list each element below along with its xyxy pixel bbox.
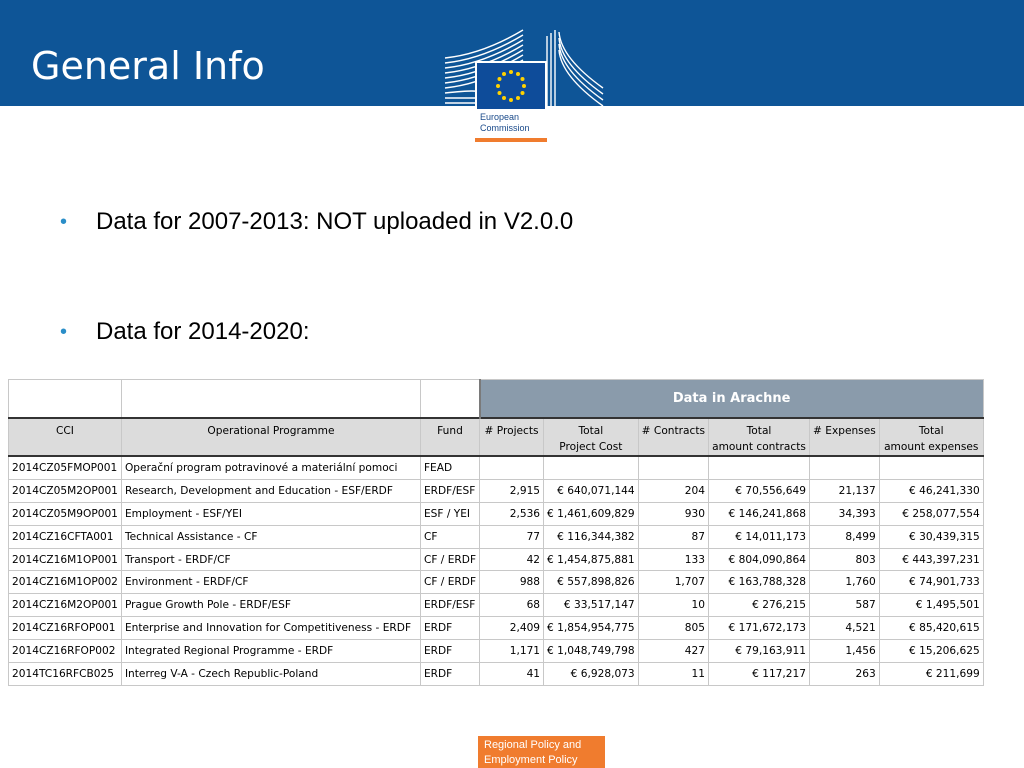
cell-cost: € 1,854,954,775 — [544, 617, 639, 640]
cell-aexpenses: € 15,206,625 — [879, 640, 983, 663]
table-row — [9, 525, 984, 548]
cell-projects: 2,409 — [480, 617, 544, 640]
cell-cci: 2014CZ05FMOP001 — [9, 456, 122, 479]
col-header-projects: # Projects — [480, 418, 544, 456]
cell-cost: € 1,461,609,829 — [544, 502, 639, 525]
cell-aexpenses: € 85,420,615 — [879, 617, 983, 640]
cell-projects: 77 — [480, 525, 544, 548]
table-row — [9, 594, 984, 617]
col-header-cost: Total Project Cost — [544, 418, 639, 456]
cell-op: Integrated Regional Programme - ERDF — [121, 640, 420, 663]
cell-projects: 988 — [480, 571, 544, 594]
footer-line1: Regional Policy and — [484, 739, 582, 751]
cell-projects: 41 — [480, 663, 544, 686]
col-header-aexpenses: Total amount expenses — [879, 418, 983, 456]
arachne-data-table — [8, 379, 984, 686]
cell-nexpenses: 587 — [810, 594, 880, 617]
col-header-nexpenses: # Expenses — [810, 418, 880, 456]
cell-projects: 1,171 — [480, 640, 544, 663]
group-header-arachne: Data in Arachne — [480, 380, 984, 419]
cell-nexpenses: 8,499 — [810, 525, 880, 548]
cell-cci: 2014CZ16CFTA001 — [9, 525, 122, 548]
cell-cci: 2014TC16RFCB025 — [9, 663, 122, 686]
cell-ncontracts: 87 — [638, 525, 708, 548]
cell-op: Transport - ERDF/CF — [121, 548, 420, 571]
cell-ncontracts: 1,707 — [638, 571, 708, 594]
cell-cost: € 1,048,749,798 — [544, 640, 639, 663]
column-header-row — [9, 418, 984, 456]
cell-nexpenses: 263 — [810, 663, 880, 686]
cell-nexpenses — [810, 456, 880, 479]
cell-op: Employment - ESF/YEI — [121, 502, 420, 525]
cell-acontracts: € 14,011,173 — [709, 525, 810, 548]
bullet-2014-2020 — [60, 316, 309, 348]
footer-line2: Employment Policy — [484, 754, 578, 766]
cell-op: Enterprise and Innovation for Competitiveness - ERDF — [121, 617, 420, 640]
cell-nexpenses: 803 — [810, 548, 880, 571]
bullet-text: Data for 2014-2020: — [96, 318, 310, 345]
cell-ncontracts: 133 — [638, 548, 708, 571]
table-row — [9, 548, 984, 571]
cell-cci: 2014CZ05M9OP001 — [9, 502, 122, 525]
col-header-fund: Fund — [420, 418, 479, 456]
cell-aexpenses: € 211,699 — [879, 663, 983, 686]
logo-text-commission: Commission — [480, 123, 530, 133]
cell-op: Prague Growth Pole - ERDF/ESF — [121, 594, 420, 617]
cell-nexpenses: 21,137 — [810, 479, 880, 502]
cell-fund: ERDF — [420, 640, 479, 663]
cell-nexpenses: 34,393 — [810, 502, 880, 525]
cell-op: Operační program potravinové a materiální pomoci — [121, 456, 420, 479]
cell-fund: ERDF/ESF — [420, 479, 479, 502]
bullet-text: Data for 2007-2013: NOT uploaded in V2.0.0 — [96, 208, 574, 235]
cell-nexpenses: 1,760 — [810, 571, 880, 594]
cell-ncontracts — [638, 456, 708, 479]
european-commission-logo — [443, 28, 606, 142]
table-row — [9, 571, 984, 594]
cell-aexpenses: € 443,397,231 — [879, 548, 983, 571]
cell-cci: 2014CZ16RFOP002 — [9, 640, 122, 663]
cell-acontracts — [709, 456, 810, 479]
cell-fund: ESF / YEI — [420, 502, 479, 525]
cell-projects: 42 — [480, 548, 544, 571]
cell-acontracts: € 276,215 — [709, 594, 810, 617]
cell-acontracts: € 117,217 — [709, 663, 810, 686]
cell-aexpenses: € 30,439,315 — [879, 525, 983, 548]
col-header-op: Operational Programme — [121, 418, 420, 456]
cell-projects: 2,536 — [480, 502, 544, 525]
cell-fund: CF / ERDF — [420, 571, 479, 594]
cell-fund: CF / ERDF — [420, 548, 479, 571]
cell-acontracts: € 70,556,649 — [709, 479, 810, 502]
cell-cost: € 557,898,826 — [544, 571, 639, 594]
cell-ncontracts: 11 — [638, 663, 708, 686]
bullet-2007-2013 — [60, 206, 573, 238]
cell-fund: ERDF — [420, 663, 479, 686]
cell-cost: € 116,344,382 — [544, 525, 639, 548]
table-row — [9, 617, 984, 640]
cell-acontracts: € 146,241,868 — [709, 502, 810, 525]
cell-acontracts: € 163,788,328 — [709, 571, 810, 594]
cell-op: Research, Development and Education - ESF/ERDF — [121, 479, 420, 502]
cell-fund: ERDF/ESF — [420, 594, 479, 617]
cell-nexpenses: 1,456 — [810, 640, 880, 663]
cell-projects: 2,915 — [480, 479, 544, 502]
cell-ncontracts: 930 — [638, 502, 708, 525]
col-header-cci: CCI — [9, 418, 122, 456]
cell-op: Environment - ERDF/CF — [121, 571, 420, 594]
logo-text-european: European — [480, 112, 520, 122]
cell-nexpenses: 4,521 — [810, 617, 880, 640]
cell-cost: € 6,928,073 — [544, 663, 639, 686]
table-row — [9, 502, 984, 525]
cell-ncontracts: 427 — [638, 640, 708, 663]
cell-cci: 2014CZ16M1OP001 — [9, 548, 122, 571]
cell-projects: 68 — [480, 594, 544, 617]
cell-acontracts: € 79,163,911 — [709, 640, 810, 663]
cell-ncontracts: 805 — [638, 617, 708, 640]
cell-fund: CF — [420, 525, 479, 548]
cell-acontracts: € 171,672,173 — [709, 617, 810, 640]
table-row — [9, 640, 984, 663]
bullet-icon: • — [60, 320, 68, 343]
cell-aexpenses: € 46,241,330 — [879, 479, 983, 502]
cell-op: Interreg V-A - Czech Republic-Poland — [121, 663, 420, 686]
cell-cost: € 33,517,147 — [544, 594, 639, 617]
cell-aexpenses: € 258,077,554 — [879, 502, 983, 525]
cell-cci: 2014CZ05M2OP001 — [9, 479, 122, 502]
table-row — [9, 479, 984, 502]
eu-flag-icon — [477, 63, 545, 109]
col-header-acontracts: Total amount contracts — [709, 418, 810, 456]
cell-fund: FEAD — [420, 456, 479, 479]
cell-cost — [544, 456, 639, 479]
cell-cost: € 640,071,144 — [544, 479, 639, 502]
cell-aexpenses: € 74,901,733 — [879, 571, 983, 594]
cell-projects — [480, 456, 544, 479]
bullet-icon: • — [60, 210, 68, 233]
col-header-ncontracts: # Contracts — [638, 418, 708, 456]
cell-cci: 2014CZ16RFOP001 — [9, 617, 122, 640]
footer-badge — [478, 736, 605, 768]
table-row — [9, 663, 984, 686]
cell-ncontracts: 204 — [638, 479, 708, 502]
cell-op: Technical Assistance - CF — [121, 525, 420, 548]
group-header-row — [9, 380, 984, 419]
table-row — [9, 456, 984, 479]
cell-fund: ERDF — [420, 617, 479, 640]
cell-aexpenses: € 1,495,501 — [879, 594, 983, 617]
cell-cost: € 1,454,875,881 — [544, 548, 639, 571]
cell-acontracts: € 804,090,864 — [709, 548, 810, 571]
cell-cci: 2014CZ16M2OP001 — [9, 594, 122, 617]
cell-aexpenses — [879, 456, 983, 479]
page-title: General Info — [31, 44, 265, 88]
cell-ncontracts: 10 — [638, 594, 708, 617]
cell-cci: 2014CZ16M1OP002 — [9, 571, 122, 594]
